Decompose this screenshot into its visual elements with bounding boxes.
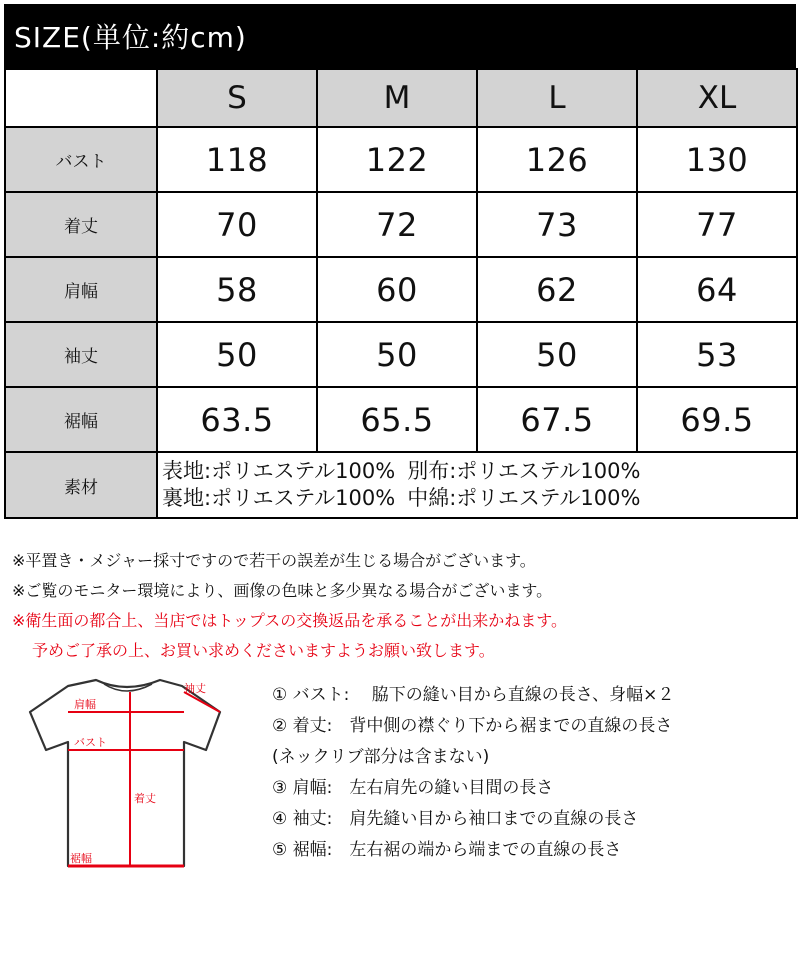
table-row-hem [5, 387, 797, 452]
table-cell: 130 [637, 127, 797, 192]
table-cell: 65.5 [317, 387, 477, 452]
definition-length-note: (ネックリブ部分は含まない) [272, 747, 490, 767]
table-cell: 118 [157, 127, 317, 192]
table-cell: 70 [157, 192, 317, 257]
note-no-returns: ※衛生面の都合上、当店ではトップスの交換返品を承ることが出来かねます。 [12, 611, 568, 630]
note-measurement: ※平置き・メジャー採寸ですので若干の誤差が生じる場合がございます。 [12, 551, 536, 570]
table-cell: 50 [317, 322, 477, 387]
table-row-shoulder [5, 257, 797, 322]
tshirt-diagram [22, 672, 232, 882]
size-header [4, 4, 796, 68]
row-label: 裾幅 [5, 387, 157, 452]
definition-sleeve: ④ 袖丈: 肩先縫い目から袖口までの直線の長さ [272, 809, 639, 829]
definition-shoulder: ③ 肩幅: 左右肩先の縫い目間の長さ [272, 778, 554, 798]
material-contrast: 別布:ポリエステル100% [407, 459, 641, 483]
table-row-material [5, 452, 797, 518]
size-table [4, 68, 798, 519]
row-label: 肩幅 [5, 257, 157, 322]
table-cell: 50 [157, 322, 317, 387]
material-filling: 中綿:ポリエステル100% [407, 486, 641, 510]
corner-cell [5, 69, 157, 127]
size-col-s: S [157, 69, 317, 127]
table-row-sleeve [5, 322, 797, 387]
table-cell: 122 [317, 127, 477, 192]
table-cell: 67.5 [477, 387, 637, 452]
size-col-l: L [477, 69, 637, 127]
material-lining: 裏地:ポリエステル100% [162, 486, 396, 510]
size-header-row [5, 69, 797, 127]
table-cell: 50 [477, 322, 637, 387]
material-cell [157, 452, 797, 518]
definition-length: ② 着丈: 背中側の襟ぐり下から裾までの直線の長さ [272, 716, 673, 736]
table-cell: 62 [477, 257, 637, 322]
material-outer: 表地:ポリエステル100% [162, 459, 396, 483]
notes [12, 546, 792, 666]
size-col-xl: XL [637, 69, 797, 127]
table-cell: 60 [317, 257, 477, 322]
row-label: 素材 [5, 452, 157, 518]
size-header-title: SIZE(単位:約cm) [14, 21, 247, 54]
table-cell: 53 [637, 322, 797, 387]
table-row-bust [5, 127, 797, 192]
material-line [162, 485, 796, 512]
table-cell: 126 [477, 127, 637, 192]
table-cell: 64 [637, 257, 797, 322]
note-monitor: ※ご覧のモニター環境により、画像の色味と多少異なる場合がございます。 [12, 581, 553, 600]
definition-hem: ⑤ 裾幅: 左右裾の端から端までの直線の長さ [272, 840, 622, 860]
table-cell: 77 [637, 192, 797, 257]
label-length: 着丈 [134, 792, 156, 805]
row-label: バスト [5, 127, 157, 192]
material-line [162, 458, 796, 485]
row-label: 袖丈 [5, 322, 157, 387]
label-sleeve: 袖丈 [184, 682, 206, 695]
note-acknowledge: 予めご了承の上、お買い求めくださいますようお願い致します。 [32, 641, 495, 660]
label-shoulder: 肩幅 [74, 698, 96, 711]
table-row-length [5, 192, 797, 257]
row-label: 着丈 [5, 192, 157, 257]
table-cell: 73 [477, 192, 637, 257]
table-cell: 72 [317, 192, 477, 257]
tshirt-outline [30, 680, 220, 866]
table-cell: 69.5 [637, 387, 797, 452]
label-hem: 裾幅 [70, 852, 92, 865]
table-cell: 63.5 [157, 387, 317, 452]
definition-bust: ① バスト: 脇下の縫い目から直線の長さ、身幅×２ [272, 685, 675, 705]
table-cell: 58 [157, 257, 317, 322]
measurement-definitions [272, 680, 792, 866]
label-bust: バスト [74, 736, 107, 749]
size-col-m: M [317, 69, 477, 127]
